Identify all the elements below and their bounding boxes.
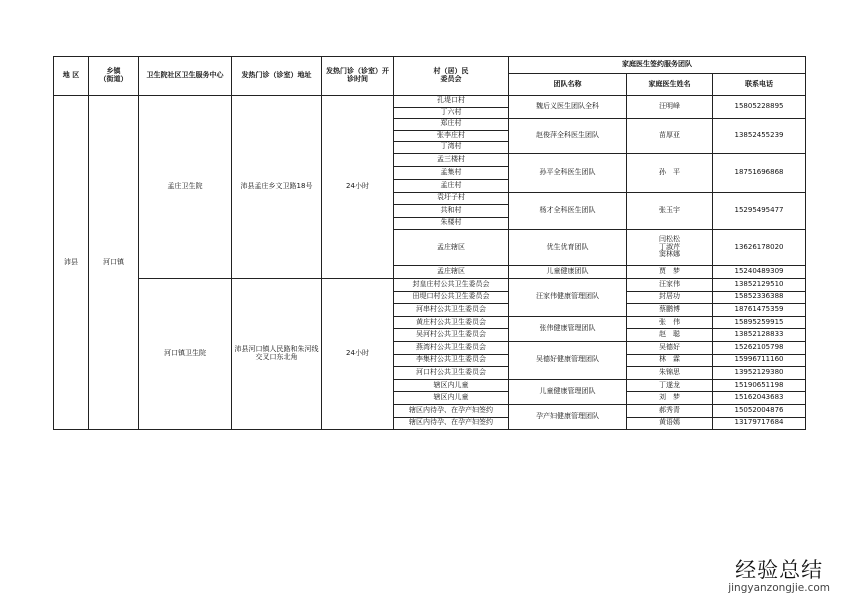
village-cell: 河口村公共卫生委员会 <box>394 367 509 380</box>
village-cell: 孟三楼村 <box>394 153 509 166</box>
village-cell: 孟庄辖区 <box>394 266 509 279</box>
header-region: 地 区 <box>54 57 89 96</box>
team-name: 赵俊萍全科医生团队 <box>509 119 627 154</box>
village-cell: 辖区内儿童 <box>394 392 509 405</box>
phone-number: 13179717684 <box>713 417 806 430</box>
team-name: 汪家伟健康管理团队 <box>509 279 627 317</box>
team-name: 吴德好健康管理团队 <box>509 341 627 379</box>
village-cell: 辖区内儿童 <box>394 379 509 392</box>
phone-number: 13852128833 <box>713 329 806 342</box>
header-team-name: 团队名称 <box>509 74 627 96</box>
team-name: 儿童健康团队 <box>509 266 627 279</box>
center-name: 河口镇卫生院 <box>139 279 232 430</box>
team-name: 杨才全科医生团队 <box>509 192 627 230</box>
village-cell: 孟庄村 <box>394 179 509 192</box>
phone-number: 15852336388 <box>713 291 806 304</box>
village-cell: 朱楼村 <box>394 217 509 230</box>
phone-number: 18761475359 <box>713 304 806 317</box>
phone-number: 13626178020 <box>713 230 806 266</box>
header-phone: 联系电话 <box>713 74 806 96</box>
health-service-table <box>53 56 806 430</box>
center-hours: 24小时 <box>322 279 394 430</box>
doctor-name: 丁遂龙 <box>627 379 713 392</box>
phone-number: 15162043683 <box>713 392 806 405</box>
watermark-title: 经验总结 <box>735 558 824 582</box>
team-name: 优生优育团队 <box>509 230 627 266</box>
doctor-name: 刘 梦 <box>627 392 713 405</box>
header-clinic-hours: 发热门诊（诊室）开诊时间 <box>322 57 394 96</box>
village-cell: 河串村公共卫生委员会 <box>394 304 509 317</box>
center-hours: 24小时 <box>322 96 394 279</box>
doctor-name: 张 伟 <box>627 316 713 329</box>
doctor-name: 汪明峰 <box>627 96 713 119</box>
village-cell: 孟集村 <box>394 166 509 179</box>
header-doctor-name: 家庭医生姓名 <box>627 74 713 96</box>
phone-number: 15052004876 <box>713 404 806 417</box>
doctor-name: 闫松松 <box>659 234 680 243</box>
doctor-name: 汪家伟 <box>627 279 713 292</box>
village-cell: 孔堤口村 <box>394 96 509 108</box>
village-cell: 郑庄村 <box>394 119 509 131</box>
header-team-group: 家庭医生签约服务团队 <box>509 57 806 74</box>
doctor-name: 贾 梦 <box>627 266 713 279</box>
phone-number: 15295495477 <box>713 192 806 230</box>
village-cell: 辖区内待孕、在孕产妇签约 <box>394 417 509 430</box>
region-cell: 沛县 <box>54 96 89 430</box>
center-address: 沛县孟庄乡文卫路18号 <box>232 96 322 279</box>
phone-number: 15895259915 <box>713 316 806 329</box>
watermark-url: jingyanzongjie.com <box>728 582 830 594</box>
doctor-name: 吴德好 <box>627 341 713 354</box>
doctor-name: 张玉宇 <box>627 192 713 230</box>
village-cell: 田堤口村公共卫生委员会 <box>394 291 509 304</box>
phone-number: 15190651198 <box>713 379 806 392</box>
watermark <box>728 558 830 595</box>
doctor-name: 封居功 <box>627 291 713 304</box>
team-name: 孙平全科医生团队 <box>509 153 627 192</box>
village-cell: 燕湾村公共卫生委员会 <box>394 341 509 354</box>
doctor-name: 赵 聪 <box>627 329 713 342</box>
doctor-name: 苗厚亚 <box>627 119 713 154</box>
village-cell: 黄庄村公共卫生委员会 <box>394 316 509 329</box>
phone-number: 13852129510 <box>713 279 806 292</box>
phone-number: 13952129380 <box>713 367 806 380</box>
village-cell: 李集村公共卫生委员会 <box>394 354 509 367</box>
doctor-name: 林 霖 <box>627 354 713 367</box>
village-cell: 袁圩子村 <box>394 192 509 205</box>
phone-number: 15262105798 <box>713 341 806 354</box>
doctor-name: 黄语嫣 <box>627 417 713 430</box>
village-cell: 丁湾村 <box>394 142 509 154</box>
header-village: 村（居）民 委员会 <box>394 57 509 96</box>
village-cell: 孟庄辖区 <box>394 230 509 266</box>
doctor-name: 朱锦思 <box>627 367 713 380</box>
village-cell: 丁六村 <box>394 107 509 119</box>
header-health-center: 卫生院社区卫生服务中心 <box>139 57 232 96</box>
team-name: 魏后义医生团队全科 <box>509 96 627 119</box>
village-cell: 吴河村公共卫生委员会 <box>394 329 509 342</box>
village-cell: 辖区内待孕、在孕产妇签约 <box>394 404 509 417</box>
doctor-name: 郝秀青 <box>627 404 713 417</box>
doctor-name: 蔡鹏博 <box>627 304 713 317</box>
team-name: 张伟健康管理团队 <box>509 316 627 341</box>
team-name: 儿童健康管理团队 <box>509 379 627 404</box>
header-town: 乡镇 （街道） <box>89 57 139 96</box>
phone-number: 18751696868 <box>713 153 806 192</box>
doctor-names-multi <box>627 230 713 266</box>
doctor-name: 窦林娜 <box>659 250 680 259</box>
village-cell: 共和村 <box>394 205 509 218</box>
center-address: 沛县河口镇人民路和朱河线交叉口东北角 <box>232 279 322 430</box>
village-cell: 封皇庄村公共卫生委员会 <box>394 279 509 292</box>
phone-number: 15805228895 <box>713 96 806 119</box>
phone-number: 15240489309 <box>713 266 806 279</box>
team-name: 孕产妇健康管理团队 <box>509 404 627 429</box>
phone-number: 13852455239 <box>713 119 806 154</box>
center-name: 孟庄卫生院 <box>139 96 232 279</box>
doctor-name: 孙 平 <box>627 153 713 192</box>
doctor-name: 丁淑芹 <box>659 242 680 251</box>
town-cell: 河口镇 <box>89 96 139 430</box>
village-cell: 张李庄村 <box>394 130 509 142</box>
phone-number: 15996711160 <box>713 354 806 367</box>
header-fever-clinic-address: 发热门诊（诊室）地址 <box>232 57 322 96</box>
